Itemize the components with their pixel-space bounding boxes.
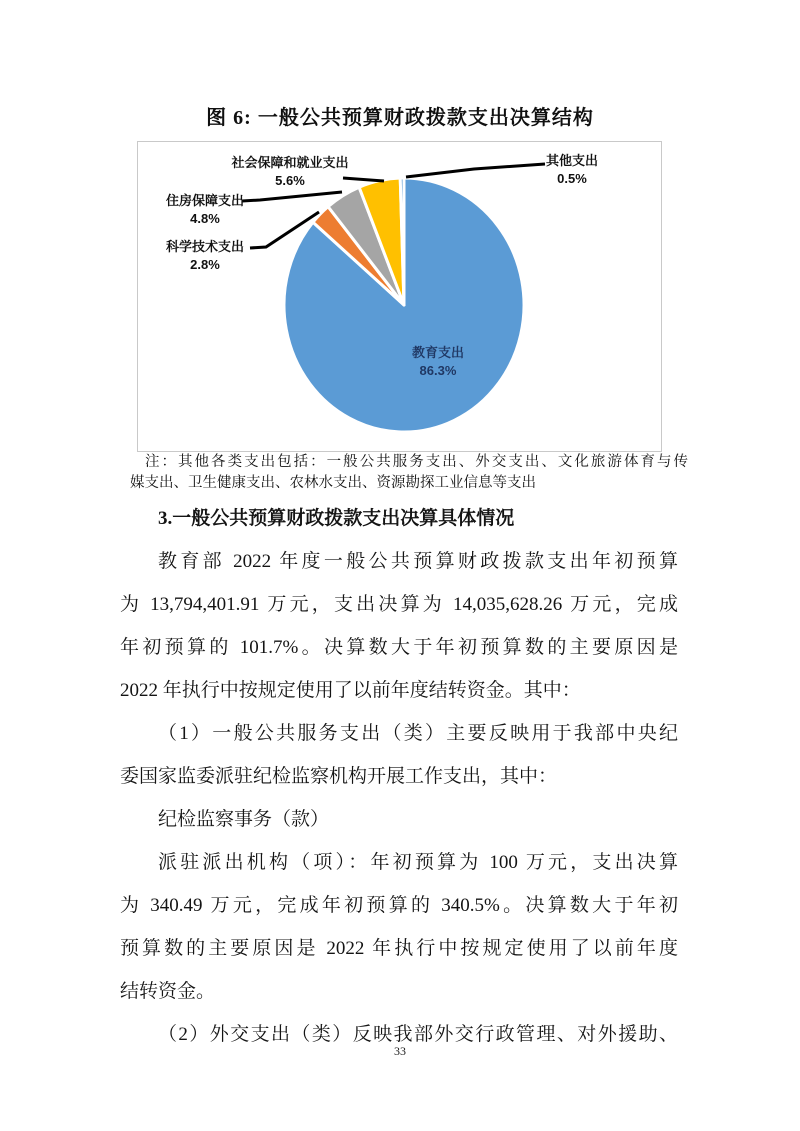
- body-line: 为 340.49 万元，完成年初预算的 340.5%。决算数大于年初: [120, 895, 678, 916]
- pie-label-value: 5.6%: [275, 173, 305, 188]
- pie-label-name: 其他支出: [545, 153, 599, 168]
- pie-label-value: 0.5%: [557, 171, 587, 186]
- pie-label-name: 社会保障和就业支出: [231, 155, 349, 170]
- pie-svg: [138, 142, 661, 451]
- body-line: 纪检监察事务（款）: [158, 809, 330, 830]
- leader-line-4: [406, 164, 545, 177]
- pie-slice-label-2: [166, 192, 244, 228]
- body-line: 2022 年执行中按规定使用了以前年度结转资金。其中：: [120, 680, 581, 701]
- body-line: 结转资金。: [120, 981, 216, 1002]
- leader-line-3: [343, 178, 384, 181]
- pie-label-value: 2.8%: [190, 257, 220, 272]
- body-line: 教育部 2022 年度一般公共预算财政拨款支出年初预算: [158, 551, 678, 572]
- body-line: 委国家监委派驻纪检监察机构开展工作支出，其中：: [120, 766, 558, 787]
- pie-chart: [137, 141, 662, 452]
- pie-label-name: 科学技术支出: [165, 239, 245, 254]
- pie-label-name: 教育支出: [411, 345, 465, 360]
- note-line: 注：其他各类支出包括：一般公共服务支出、外交支出、文化旅游体育与传: [145, 454, 688, 470]
- pie-label-value: 86.3%: [419, 363, 457, 378]
- body-line: 为 13,794,401.91 万元，支出决算为 14,035,628.26 万元，完成: [120, 594, 678, 615]
- pie-label-value: 4.8%: [190, 211, 220, 226]
- leader-line-2: [242, 192, 342, 201]
- figure-note: [130, 452, 688, 494]
- pie-slice-label-0: [412, 344, 464, 380]
- pie-slice-label-3: [231, 154, 348, 190]
- body-line: 预算数的主要原因是 2022 年执行中按规定使用了以前年度: [120, 938, 678, 959]
- body-line: （1）一般公共服务支出（类）主要反映用于我部中央纪: [158, 723, 678, 744]
- section-heading: 3.一般公共预算财政拨款支出决算具体情况: [158, 508, 515, 529]
- note-line: 媒支出、卫生健康支出、农林水支出、资源勘探工业信息等支出: [130, 475, 536, 491]
- pie-slice-label-1: [166, 238, 244, 274]
- figure-title: 图 6: 一般公共预算财政拨款支出决算结构: [206, 107, 594, 129]
- section-body: [120, 497, 678, 1056]
- pie-label-name: 住房保障支出: [165, 193, 245, 208]
- page-number: 33: [394, 1044, 406, 1058]
- pie-slice-label-4: [546, 152, 598, 188]
- body-line: （2）外交支出（类）反映我部外交行政管理、对外援助、: [158, 1024, 678, 1045]
- body-line: 派驻派出机构（项）：年初预算为 100 万元，支出决算: [158, 852, 678, 873]
- body-line: 年初预算的 101.7%。决算数大于年初预算数的主要原因是: [120, 637, 678, 658]
